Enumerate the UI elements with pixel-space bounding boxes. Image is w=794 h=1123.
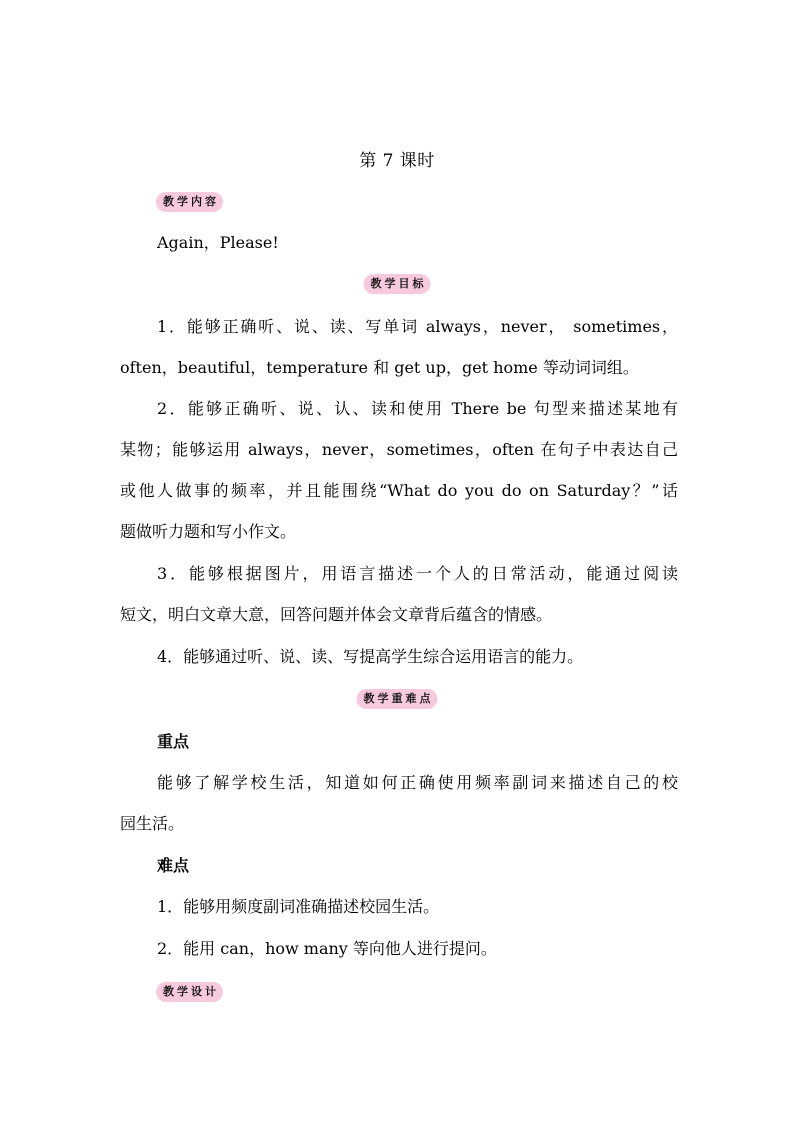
objective-4-line-1: 4．能够通过听、说、读、写提高学生综合运用语言的能力。 xyxy=(157,647,584,666)
difficult-point-line-2: 2．能用 can，how many 等向他人进行提问。 xyxy=(157,939,497,958)
difficult-point-line-1: 1．能够用频度副词准确描述校园生活。 xyxy=(157,897,440,916)
objective-1-line-1: 1．能够正确听、说、读、写单词 always，never， sometimes， xyxy=(157,317,678,336)
objective-2-line-4: 题做听力题和写小作文。 xyxy=(120,522,297,541)
section-badge-objectives: 教学目标 xyxy=(364,274,431,294)
objective-1-line-2: often，beautiful，temperature 和 get up，get home 等动词词组。 xyxy=(120,358,639,377)
key-point-line-2: 园生活。 xyxy=(120,814,185,833)
objective-2-line-3: 或他人做事的频率，并且能围绕“What do you do on Saturday？”话 xyxy=(120,481,678,500)
content-text: Again，Please! xyxy=(157,233,279,252)
difficult-point-heading: 难点 xyxy=(157,856,190,875)
section-badge-key-points: 教学重难点 xyxy=(357,689,438,709)
objective-2-line-1: 2．能够正确听、说、认、读和使用 There be 句型来描述某地有 xyxy=(157,399,678,418)
objective-3-line-1: 3．能够根据图片，用语言描述一个人的日常活动，能通过阅读 xyxy=(157,564,678,583)
lesson-title: 第 7 课时 xyxy=(359,151,435,171)
objective-3-line-2: 短文，明白文章大意，回答问题并体会文章背后蕴含的情感。 xyxy=(120,605,553,624)
key-point-heading: 重点 xyxy=(157,732,190,751)
section-badge-design: 教学设计 xyxy=(156,982,223,1002)
objective-2-line-2: 某物；能够运用 always，never，sometimes，often 在句子中表达自己 xyxy=(120,440,678,459)
section-badge-content: 教学内容 xyxy=(156,192,223,212)
key-point-line-1: 能够了解学校生活，知道如何正确使用频率副词来描述自己的校 xyxy=(157,773,678,792)
